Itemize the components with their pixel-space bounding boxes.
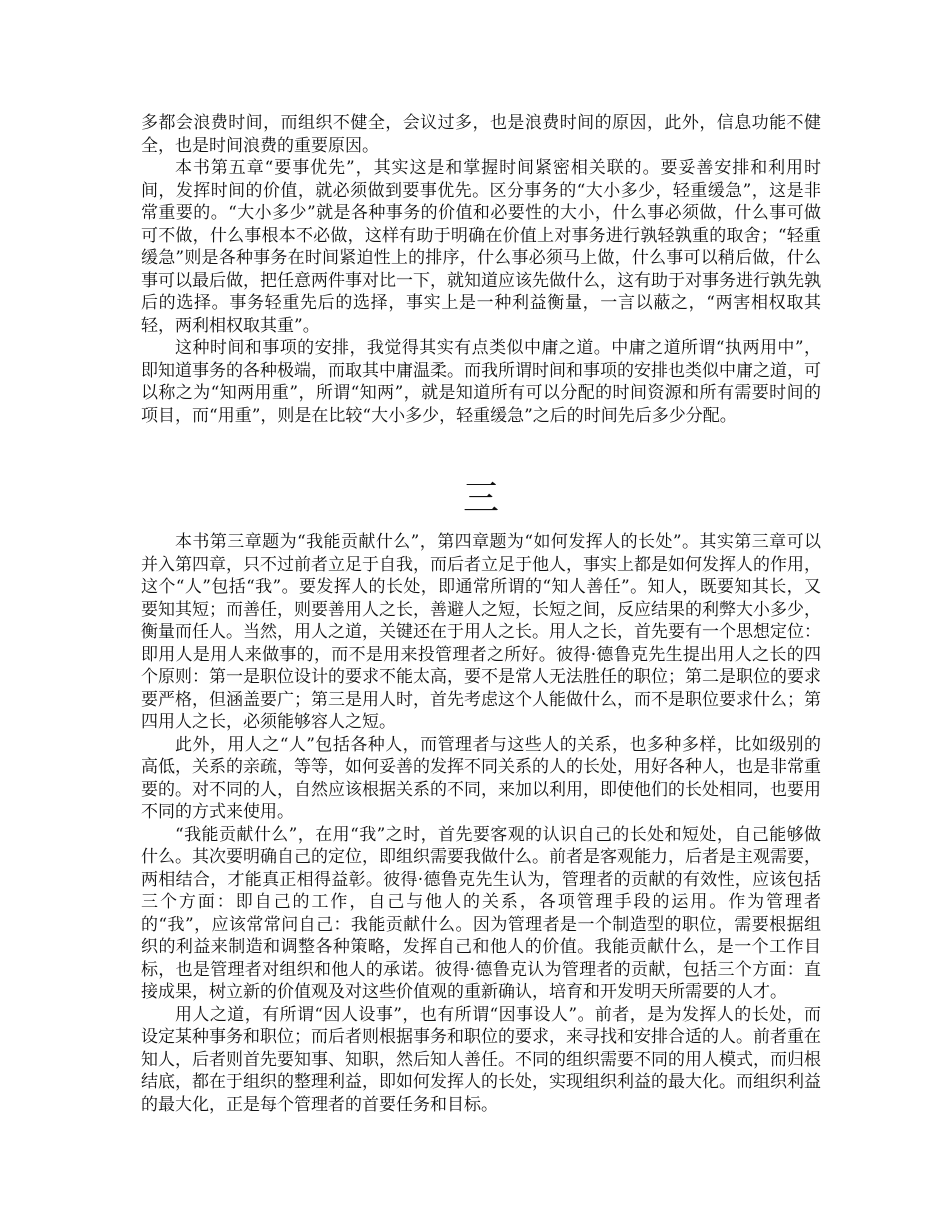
paragraph-various-people: 此外，用人之“人”包括各种人，而管理者与这些人的关系，也多种多样，比如级别的高低，关系的亲疏，等等，如何妥善的发挥不同关系的人的长处，用好各种人，也是非常重要的。对不同的人，自然应该根据关系的不同，来加以利用，即使他们的长处相同，也要用不同的方式来使用。 bbox=[141, 734, 821, 822]
paragraph-way-of-employing: 用人之道，有所谓“因人设事”，也有所谓“因事设人”。前者，是为发挥人的长处，而设定某种事务和职位；而后者则根据事务和职位的要求，来寻找和安排合适的人。前者重在知人，后者则首先要知事、知职，然后知人善任。不同的组织需要不同的用人模式，而归根结底，都在于组织的整理利益，即如何发挥人的长处，实现组织利益的最大化。而组织利益的最大化，正是每个管理者的首要任务和目标。 bbox=[141, 1004, 821, 1115]
paragraph-golden-mean: 这种时间和事项的安排，我觉得其实有点类似中庸之道。中庸之道所谓“执两用中”，即知道事务的各种极端，而取其中庸温柔。而我所谓时间和事项的安排也类似中庸之道，可以称之为“知两用重”，所谓“知两”，就是知道所有可以分配的时间资源和所有需要时间的项目，而“用重”，则是在比较“大小多少，轻重缓急”之后的时间先后多少分配。 bbox=[141, 338, 821, 426]
paragraph-chapter-five: 本书第五章“要事优先”，其实这是和掌握时间紧密相关联的。要妥善安排和利用时间，发挥时间的价值，就必须做到要事优先。区分事务的“大小多少，轻重缓急”，这是非常重要的。“大小多少”就是各种事务的价值和必要性的大小，什么事必须做，什么事可做可不做，什么事根本不必做，这样有助于明确在价值上对事务进行孰轻孰重的取舍；“轻重缓急”则是各种事务在时间紧迫性上的排序，什么事必须马上做，什么事可以稍后做，什么事可以最后做，把任意两件事对比一下，就知道应该先做什么，这有助于对事务进行孰先孰后的选择。事务轻重先后的选择，事实上是一种利益衡量，一言以蔽之，“两害相权取其轻，两利相权取其重”。 bbox=[141, 158, 821, 336]
paragraph-continued: 多都会浪费时间，而组织不健全，会议过多，也是浪费时间的原因，此外，信息功能不健全，也是时间浪费的重要原因。 bbox=[141, 113, 821, 156]
document-page bbox=[141, 112, 821, 1116]
paragraph-what-can-i-contribute: “我能贡献什么”，在用“我”之时，首先要客观的认识自己的长处和短处，自己能够做什么。其次要明确自己的定位，即组织需要我做什么。前者是客观能力，后者是主观需要，两相结合，才能真正相得益彰。彼得·德鲁克先生认为，管理者的贡献的有效性，应该包括三个方面：即自己的工作，自己与他人的关系，各项管理手段的运用。作为管理者的“我”，应该常常问自己：我能贡献什么。因为管理者是一个制造型的职位，需要根据组织的利益来制造和调整各种策略，发挥自己和他人的价值。我能贡献什么，是一个工作目标，也是管理者对组织和他人的承诺。彼得·德鲁克认为管理者的贡献，包括三个方面：直接成果，树立新的价值观及对这些价值观的重新确认，培育和开发明天所需要的人才。 bbox=[141, 824, 821, 1002]
paragraph-chapter-three-four: 本书第三章题为“我能贡献什么”，第四章题为“如何发挥人的长处”。其实第三章可以并入第四章，只不过前者立足于自我，而后者立足于他人，事实上都是如何发挥人的作用，这个“人”包括“我”。要发挥人的长处，即通常所谓的“知人善任”。知人，既要知其长，又要知其短；而善任，则要善用人之长，善避人之短，长短之间，反应结果的利弊大小多少，衡量而任人。当然，用人之道，关键还在于用人之长。用人之长，首先要有一个思想定位：即用人是用人来做事的，而不是用来投管理者之所好。彼得·德鲁克先生提出用人之长的四个原则：第一是职位设计的要求不能太高，要不是常人无法胜任的职位；第二是职位的要求要严格，但涵盖要广；第三是用人时，首先考虑这个人能做什么，而不是职位要求什么；第四用人之长，必须能够容人之短。 bbox=[141, 532, 821, 732]
section-heading: 三 bbox=[462, 478, 499, 519]
